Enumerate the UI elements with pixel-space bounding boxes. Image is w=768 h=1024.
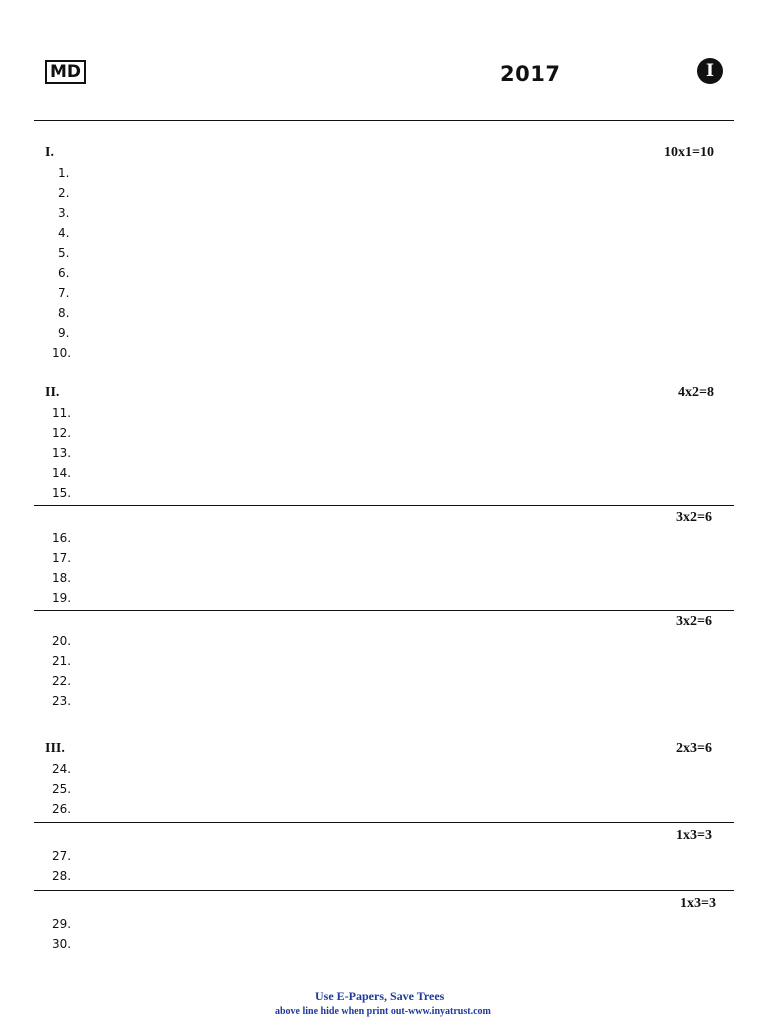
question-number: 3. bbox=[58, 206, 70, 220]
question-number: 15. bbox=[52, 486, 72, 500]
question-number: 7. bbox=[58, 286, 70, 300]
question-number: 28. bbox=[52, 869, 72, 883]
section-divider bbox=[34, 505, 734, 506]
question-number: 22. bbox=[52, 674, 72, 688]
section-marks-2: 4x2=8 bbox=[678, 385, 714, 400]
question-number: 23. bbox=[52, 694, 72, 708]
part-numeral-1: I. bbox=[45, 145, 54, 160]
question-number: 19. bbox=[52, 591, 72, 605]
question-number: 26. bbox=[52, 802, 72, 816]
section-marks-7: 1x3=3 bbox=[680, 896, 716, 911]
section-marks-1: 10x1=10 bbox=[664, 145, 714, 160]
footer-note: above line hide when print out-www.inyatrust.com bbox=[275, 1006, 491, 1017]
question-number: 29. bbox=[52, 917, 72, 931]
question-number: 1. bbox=[58, 166, 70, 180]
question-number: 2. bbox=[58, 186, 70, 200]
question-number: 12. bbox=[52, 426, 72, 440]
section-divider bbox=[34, 610, 734, 611]
section-divider bbox=[34, 890, 734, 891]
part-numeral-2: II. bbox=[45, 385, 60, 400]
question-number: 13. bbox=[52, 446, 72, 460]
section-divider bbox=[34, 822, 734, 823]
question-number: 5. bbox=[58, 246, 70, 260]
exam-year: 2017 bbox=[500, 62, 561, 86]
footer-slogan: Use E-Papers, Save Trees bbox=[315, 989, 445, 1003]
section-marks-3: 3x2=6 bbox=[676, 510, 712, 525]
question-number: 6. bbox=[58, 266, 70, 280]
question-number: 4. bbox=[58, 226, 70, 240]
question-number: 30. bbox=[52, 937, 72, 951]
question-number: 8. bbox=[58, 306, 70, 320]
question-number: 21. bbox=[52, 654, 72, 668]
question-number: 24. bbox=[52, 762, 72, 776]
question-number: 20. bbox=[52, 634, 72, 648]
question-number: 9. bbox=[58, 326, 70, 340]
question-number: 10. bbox=[52, 346, 72, 360]
question-number: 25. bbox=[52, 782, 72, 796]
paper-code-box: MD bbox=[45, 60, 86, 84]
section-marks-5: 2x3=6 bbox=[676, 741, 712, 756]
question-number: 14. bbox=[52, 466, 72, 480]
section-marks-6: 1x3=3 bbox=[676, 828, 712, 843]
paper-badge-icon: I bbox=[697, 58, 723, 84]
section-marks-4: 3x2=6 bbox=[676, 614, 712, 629]
question-number: 16. bbox=[52, 531, 72, 545]
question-number: 18. bbox=[52, 571, 72, 585]
question-number: 17. bbox=[52, 551, 72, 565]
header-divider bbox=[34, 120, 734, 121]
question-number: 11. bbox=[52, 406, 72, 420]
part-numeral-3: III. bbox=[45, 741, 65, 756]
question-number: 27. bbox=[52, 849, 72, 863]
